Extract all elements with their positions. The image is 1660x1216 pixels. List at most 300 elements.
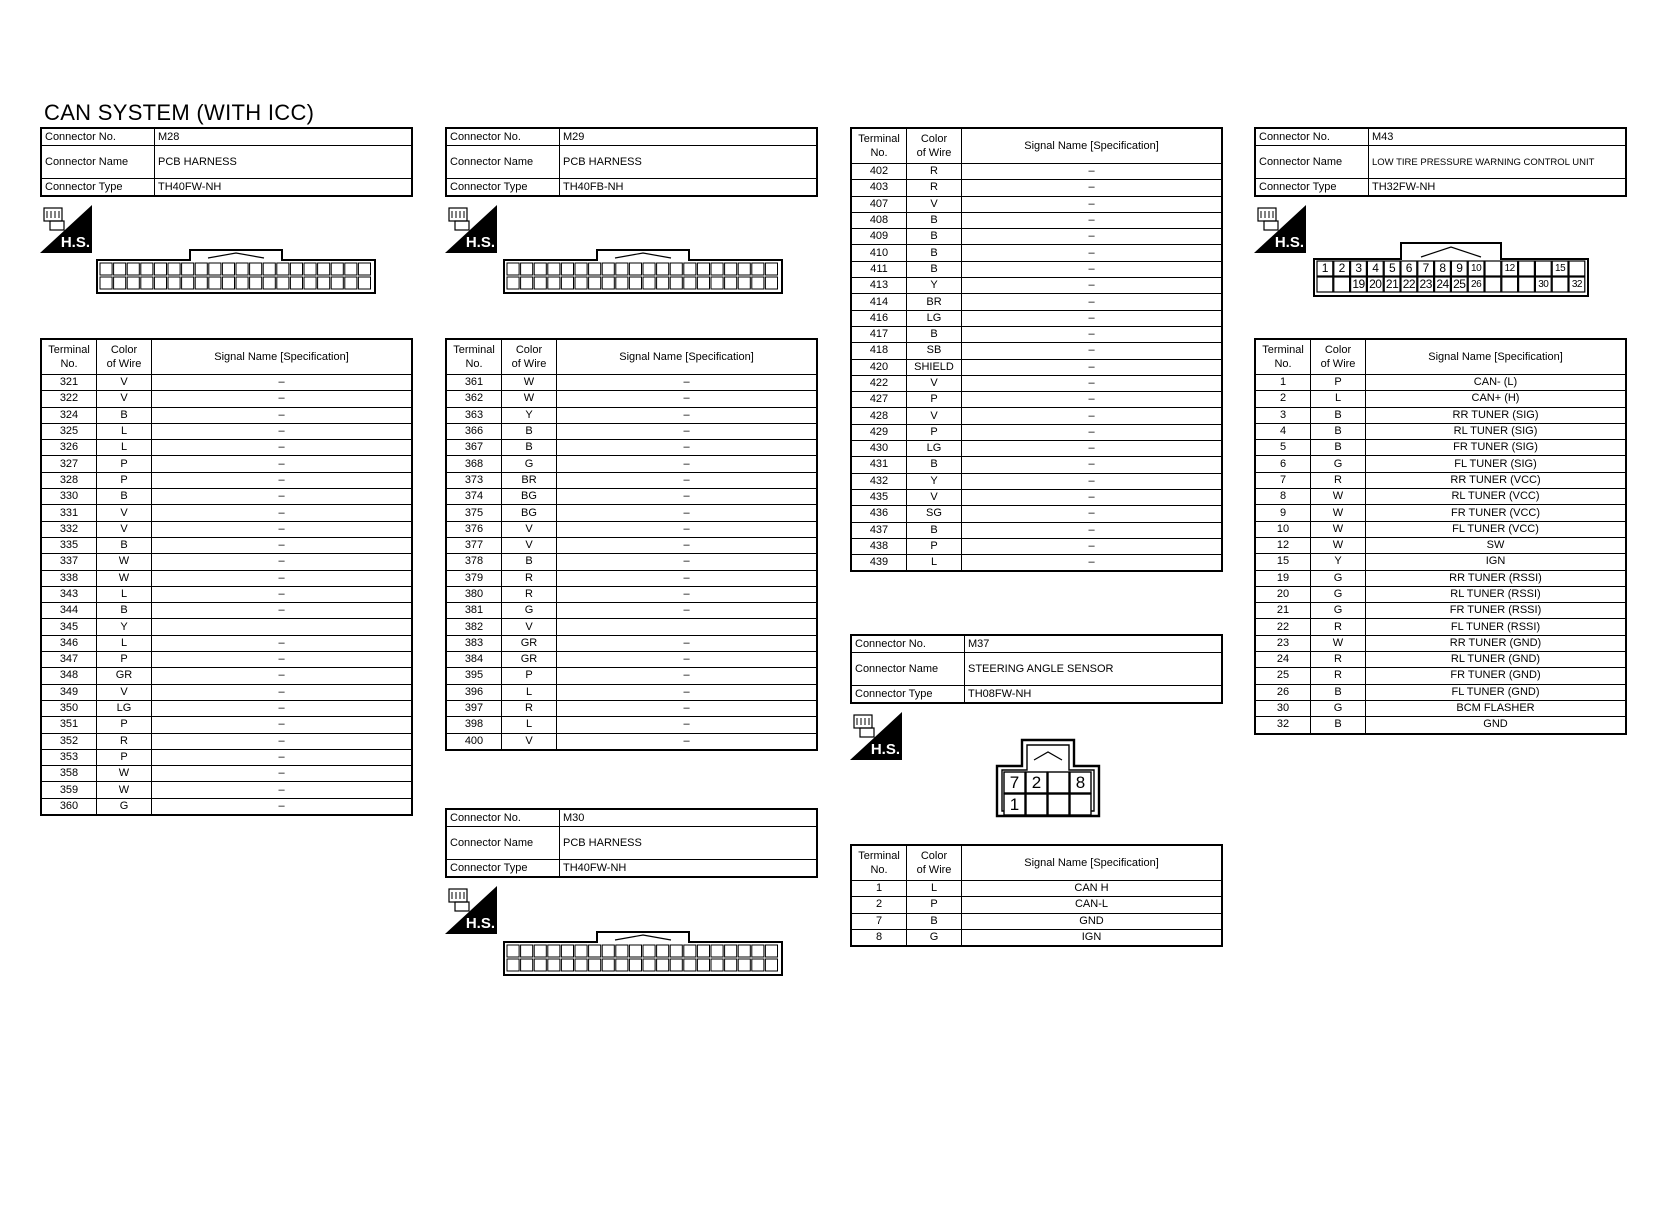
wire-color: L <box>97 423 152 439</box>
pin-cell <box>168 277 180 289</box>
pin-cell <box>236 263 248 275</box>
header-color-of-wire <box>97 339 152 375</box>
table-row <box>41 635 412 651</box>
wire-color: B <box>1311 684 1366 700</box>
table-row <box>446 554 817 570</box>
wire-color: W <box>97 766 152 782</box>
connector-type: TH08FW-NH <box>965 686 1223 704</box>
pin-cell <box>752 945 764 957</box>
pin-cell <box>616 277 628 289</box>
wire-color: W <box>1311 537 1366 553</box>
terminal-no: 322 <box>41 391 97 407</box>
pin-cell <box>304 263 316 275</box>
signal-name: – <box>557 440 818 456</box>
table-row <box>41 472 412 488</box>
pin-cell <box>738 277 750 289</box>
pin-cell <box>521 277 533 289</box>
pin-cell <box>629 959 641 971</box>
header-label: Color <box>1324 344 1352 356</box>
table-row <box>851 294 1222 310</box>
connector-no: M43 <box>1369 128 1627 146</box>
terminal-no: 396 <box>446 684 502 700</box>
header-label: Color <box>515 344 543 356</box>
signal-name: – <box>152 407 413 423</box>
signal-name: – <box>962 294 1223 310</box>
wire-color: W <box>1311 635 1366 651</box>
pin-cell <box>752 263 764 275</box>
terminal-no: 1 <box>1255 375 1311 391</box>
pin-table-header <box>41 339 412 375</box>
terminal-no: 348 <box>41 668 97 684</box>
label-connector-type: Connector Type <box>851 686 965 704</box>
table-row <box>851 375 1222 391</box>
pin-cell <box>697 277 709 289</box>
table-row <box>446 521 817 537</box>
pin-cell <box>182 263 194 275</box>
signal-name: – <box>962 522 1223 538</box>
header-label: Signal Name [Specification] <box>1024 857 1159 869</box>
pin-cell <box>684 945 696 957</box>
signal-name: IGN <box>962 929 1223 946</box>
wire-color: G <box>907 929 962 946</box>
signal-name: BCM FLASHER <box>1366 700 1627 716</box>
pin-cell <box>154 277 166 289</box>
table-row <box>1255 570 1626 586</box>
terminal-no: 337 <box>41 554 97 570</box>
wire-color: V <box>907 375 962 391</box>
signal-name: – <box>557 733 818 750</box>
pin-number <box>1048 772 1069 793</box>
terminal-no: 7 <box>1255 472 1311 488</box>
wire-color: G <box>1311 586 1366 602</box>
pin-number: 10 <box>1471 263 1482 274</box>
table-row <box>41 570 412 586</box>
signal-name: FR TUNER (RSSI) <box>1366 603 1627 619</box>
signal-name: – <box>152 782 413 798</box>
terminal-no: 435 <box>851 489 907 505</box>
table-row <box>1255 668 1626 684</box>
pin-cell <box>684 277 696 289</box>
connector-plug-icon <box>449 889 469 911</box>
signal-name: – <box>962 424 1223 440</box>
signal-name: – <box>152 717 413 733</box>
signal-name: – <box>152 456 413 472</box>
signal-name: RL TUNER (RSSI) <box>1366 586 1627 602</box>
wire-color: BR <box>502 472 557 488</box>
pin-cell <box>738 263 750 275</box>
terminal-no: 432 <box>851 473 907 489</box>
wire-color: P <box>907 897 962 913</box>
terminal-no: 436 <box>851 506 907 522</box>
terminal-no: 346 <box>41 635 97 651</box>
table-row <box>41 456 412 472</box>
pin-cell <box>127 277 139 289</box>
pin-cell <box>236 277 248 289</box>
signal-name: – <box>962 489 1223 505</box>
terminal-no: 331 <box>41 505 97 521</box>
table-row <box>41 554 412 570</box>
connector-name: PCB HARNESS <box>560 827 818 860</box>
signal-name: RL TUNER (SIG) <box>1366 423 1627 439</box>
table-row <box>1255 489 1626 505</box>
pin-number: 9 <box>1456 261 1463 275</box>
table-row <box>41 782 412 798</box>
terminal-no: 328 <box>41 472 97 488</box>
signal-name: FL TUNER (RSSI) <box>1366 619 1627 635</box>
pin-cell <box>643 945 655 957</box>
pin-cell <box>589 277 601 289</box>
terminal-no: 15 <box>1255 554 1311 570</box>
table-row <box>851 424 1222 440</box>
table-row <box>1255 407 1626 423</box>
header-label: Color <box>110 344 138 356</box>
table-row <box>446 407 817 423</box>
wire-color: B <box>907 229 962 245</box>
terminal-no: 428 <box>851 408 907 424</box>
pin-number: 2 <box>1338 261 1345 275</box>
table-row <box>851 180 1222 196</box>
table-row <box>41 749 412 765</box>
pin-cell <box>561 945 573 957</box>
connector-type: TH40FW-NH <box>560 860 818 878</box>
connector-key <box>615 935 671 940</box>
pin-cell <box>561 277 573 289</box>
signal-name: FR TUNER (SIG) <box>1366 440 1627 456</box>
pin-cell <box>141 277 153 289</box>
wire-color: B <box>1311 717 1366 734</box>
pin-cell <box>561 959 573 971</box>
pin-cell <box>277 263 289 275</box>
signal-name: – <box>557 391 818 407</box>
pin-cell <box>616 263 628 275</box>
table-row <box>851 278 1222 294</box>
pin-cell <box>670 277 682 289</box>
header-signal-name <box>962 845 1223 881</box>
pin-number: 2 <box>1031 773 1042 792</box>
terminal-no: 8 <box>1255 489 1311 505</box>
wire-color: V <box>97 375 152 391</box>
signal-name: – <box>557 505 818 521</box>
pin-cell <box>534 263 546 275</box>
pin-cell <box>222 263 234 275</box>
table-row <box>1255 521 1626 537</box>
terminal-no: 6 <box>1255 456 1311 472</box>
table-row <box>851 196 1222 212</box>
pin-cell <box>507 945 519 957</box>
pin-table-header <box>851 845 1222 881</box>
wire-color: R <box>1311 472 1366 488</box>
terminal-no: 422 <box>851 375 907 391</box>
pin-cell <box>670 959 682 971</box>
pin-cell <box>752 959 764 971</box>
pin-cell <box>195 263 207 275</box>
table-row <box>1255 472 1626 488</box>
header-terminal-no <box>851 128 907 164</box>
wire-color: L <box>97 635 152 651</box>
signal-name: – <box>962 457 1223 473</box>
wire-color: B <box>97 603 152 619</box>
connector-no: M37 <box>965 635 1223 653</box>
header-label: Color <box>920 850 948 862</box>
signal-name: RR TUNER (RSSI) <box>1366 570 1627 586</box>
pin-cell <box>222 277 234 289</box>
signal-name: FL TUNER (GND) <box>1366 684 1627 700</box>
pin-number: 3 <box>1355 261 1362 275</box>
wire-color: B <box>907 913 962 929</box>
table-row <box>41 652 412 668</box>
wire-color: V <box>97 505 152 521</box>
table-row <box>446 586 817 602</box>
signal-name <box>557 619 818 635</box>
wire-color: W <box>97 570 152 586</box>
table-row <box>851 881 1222 897</box>
table-row <box>1255 717 1626 734</box>
signal-name: – <box>557 635 818 651</box>
connector-key <box>615 253 671 258</box>
signal-name: CAN- (L) <box>1366 375 1627 391</box>
signal-name: – <box>152 603 413 619</box>
pin-cell <box>263 277 275 289</box>
header-terminal-no <box>1255 339 1311 375</box>
wire-color: R <box>907 180 962 196</box>
pin-cell <box>277 277 289 289</box>
table-row <box>41 798 412 815</box>
pin-cell <box>331 277 343 289</box>
wire-color: P <box>97 652 152 668</box>
signal-name: – <box>152 472 413 488</box>
wire-color: B <box>502 423 557 439</box>
hs-icon <box>1254 205 1306 253</box>
signal-name: IGN <box>1366 554 1627 570</box>
connector-m30-face-diagram <box>503 928 783 976</box>
wire-color: W <box>97 554 152 570</box>
pin-cell <box>209 263 221 275</box>
connector-m37-face-diagram <box>995 738 1101 818</box>
wire-color: GR <box>502 652 557 668</box>
table-row <box>851 229 1222 245</box>
wire-color: W <box>1311 505 1366 521</box>
pin-cell <box>358 263 370 275</box>
wire-color: Y <box>907 278 962 294</box>
header-signal-name <box>1366 339 1627 375</box>
terminal-no: 430 <box>851 441 907 457</box>
table-row <box>851 913 1222 929</box>
terminal-no: 26 <box>1255 684 1311 700</box>
wire-color: B <box>907 326 962 342</box>
table-row <box>851 212 1222 228</box>
pin-cell <box>697 959 709 971</box>
signal-name: GND <box>1366 717 1627 734</box>
terminal-no: 373 <box>446 472 502 488</box>
pin-cell <box>738 945 750 957</box>
wire-color: BR <box>907 294 962 310</box>
pin-cell <box>684 263 696 275</box>
header-label: Signal Name [Specification] <box>1428 351 1563 363</box>
connector-name: STEERING ANGLE SENSOR <box>965 653 1223 686</box>
table-row <box>851 555 1222 572</box>
header-color-of-wire <box>907 845 962 881</box>
terminal-no: 32 <box>1255 717 1311 734</box>
pin-cell <box>643 959 655 971</box>
pin-cell <box>548 959 560 971</box>
pin-number <box>1334 277 1350 292</box>
header-label: No. <box>465 358 483 370</box>
table-row <box>41 766 412 782</box>
table-row <box>1255 619 1626 635</box>
wire-color: P <box>907 424 962 440</box>
terminal-no: 381 <box>446 603 502 619</box>
signal-name: – <box>557 717 818 733</box>
header-label: Signal Name [Specification] <box>619 351 754 363</box>
pin-cell <box>561 263 573 275</box>
header-label: Terminal <box>858 133 900 145</box>
connector-m30-info <box>445 808 818 878</box>
wire-color: V <box>907 489 962 505</box>
connector-m28-pin-table <box>40 338 413 816</box>
terminal-no: 363 <box>446 407 502 423</box>
table-row <box>446 733 817 750</box>
pin-cell <box>589 945 601 957</box>
pin-cell <box>154 263 166 275</box>
table-row <box>851 261 1222 277</box>
table-row <box>851 326 1222 342</box>
terminal-no: 395 <box>446 668 502 684</box>
table-row <box>1255 440 1626 456</box>
wire-color: B <box>97 537 152 553</box>
signal-name: – <box>962 506 1223 522</box>
terminal-no: 2 <box>1255 391 1311 407</box>
table-row <box>851 506 1222 522</box>
wire-color: W <box>97 782 152 798</box>
pin-number: 26 <box>1471 279 1482 290</box>
pin-number: 7 <box>1009 773 1020 792</box>
signal-name: – <box>152 554 413 570</box>
pin-cell <box>616 945 628 957</box>
pin-cell <box>670 945 682 957</box>
wire-color: B <box>502 440 557 456</box>
signal-name: – <box>152 423 413 439</box>
terminal-no: 25 <box>1255 668 1311 684</box>
signal-name: – <box>557 652 818 668</box>
terminal-no: 376 <box>446 521 502 537</box>
signal-name: – <box>962 164 1223 180</box>
wire-color: W <box>1311 489 1366 505</box>
pin-number <box>1569 261 1585 276</box>
pin-number: 23 <box>1419 277 1432 291</box>
terminal-no: 21 <box>1255 603 1311 619</box>
pin-cell <box>657 263 669 275</box>
signal-name: – <box>962 229 1223 245</box>
pin-number <box>1317 277 1333 292</box>
terminal-no: 1 <box>851 881 907 897</box>
connector-no: M30 <box>560 809 818 827</box>
wire-color: B <box>502 554 557 570</box>
header-color-of-wire <box>907 128 962 164</box>
signal-name: – <box>557 456 818 472</box>
signal-name <box>152 619 413 635</box>
signal-name: – <box>557 554 818 570</box>
signal-name: – <box>557 407 818 423</box>
pin-cell <box>697 263 709 275</box>
terminal-no: 375 <box>446 505 502 521</box>
terminal-no: 366 <box>446 423 502 439</box>
pin-number: 8 <box>1439 261 1446 275</box>
wire-color: B <box>97 489 152 505</box>
pin-number: 5 <box>1388 261 1396 275</box>
pin-cell <box>114 277 126 289</box>
pin-cell <box>100 277 112 289</box>
wire-color: V <box>97 521 152 537</box>
pin-number <box>1048 794 1069 815</box>
terminal-no: 407 <box>851 196 907 212</box>
hs-label: H.S. <box>1274 234 1304 251</box>
table-row <box>851 408 1222 424</box>
wire-color: W <box>1311 521 1366 537</box>
header-label: Signal Name [Specification] <box>1024 140 1159 152</box>
terminal-no: 23 <box>1255 635 1311 651</box>
terminal-no: 24 <box>1255 652 1311 668</box>
table-row <box>1255 423 1626 439</box>
table-row <box>851 538 1222 554</box>
terminal-no: 431 <box>851 457 907 473</box>
pin-cell <box>195 277 207 289</box>
signal-name: – <box>557 684 818 700</box>
wire-color: P <box>97 717 152 733</box>
wire-color: Y <box>502 407 557 423</box>
signal-name: – <box>557 472 818 488</box>
pin-cell <box>534 277 546 289</box>
table-row <box>446 391 817 407</box>
pin-number: 30 <box>1538 279 1549 290</box>
table-row <box>446 570 817 586</box>
pin-cell <box>507 263 519 275</box>
terminal-no: 360 <box>41 798 97 815</box>
pin-cell <box>711 263 723 275</box>
wire-color: V <box>502 619 557 635</box>
table-row <box>446 440 817 456</box>
wire-color: LG <box>907 310 962 326</box>
hs-label: H.S. <box>465 234 495 251</box>
pin-cell <box>521 263 533 275</box>
signal-name: GND <box>962 913 1223 929</box>
label-connector-type: Connector Type <box>446 860 560 878</box>
connector-plug-icon <box>449 208 469 230</box>
wire-color: B <box>1311 423 1366 439</box>
hs-label: H.S. <box>60 234 90 251</box>
signal-name: – <box>962 310 1223 326</box>
pin-cell <box>575 277 587 289</box>
wire-color: B <box>907 522 962 538</box>
signal-name: – <box>962 343 1223 359</box>
pin-cell <box>629 263 641 275</box>
connector-no: M29 <box>560 128 818 146</box>
wire-color: P <box>502 668 557 684</box>
wire-color: L <box>502 717 557 733</box>
table-row <box>1255 586 1626 602</box>
signal-name: – <box>962 196 1223 212</box>
wire-color: L <box>502 684 557 700</box>
pin-number: 20 <box>1369 277 1382 291</box>
connector-name: LOW TIRE PRESSURE WARNING CONTROL UNIT <box>1369 146 1627 179</box>
wire-color: BG <box>502 505 557 521</box>
header-label: No. <box>870 864 888 876</box>
terminal-no: 353 <box>41 749 97 765</box>
signal-name: RL TUNER (VCC) <box>1366 489 1627 505</box>
signal-name: – <box>962 392 1223 408</box>
connector-plug-icon <box>854 715 874 737</box>
signal-name: – <box>152 733 413 749</box>
pin-number <box>1502 277 1518 292</box>
